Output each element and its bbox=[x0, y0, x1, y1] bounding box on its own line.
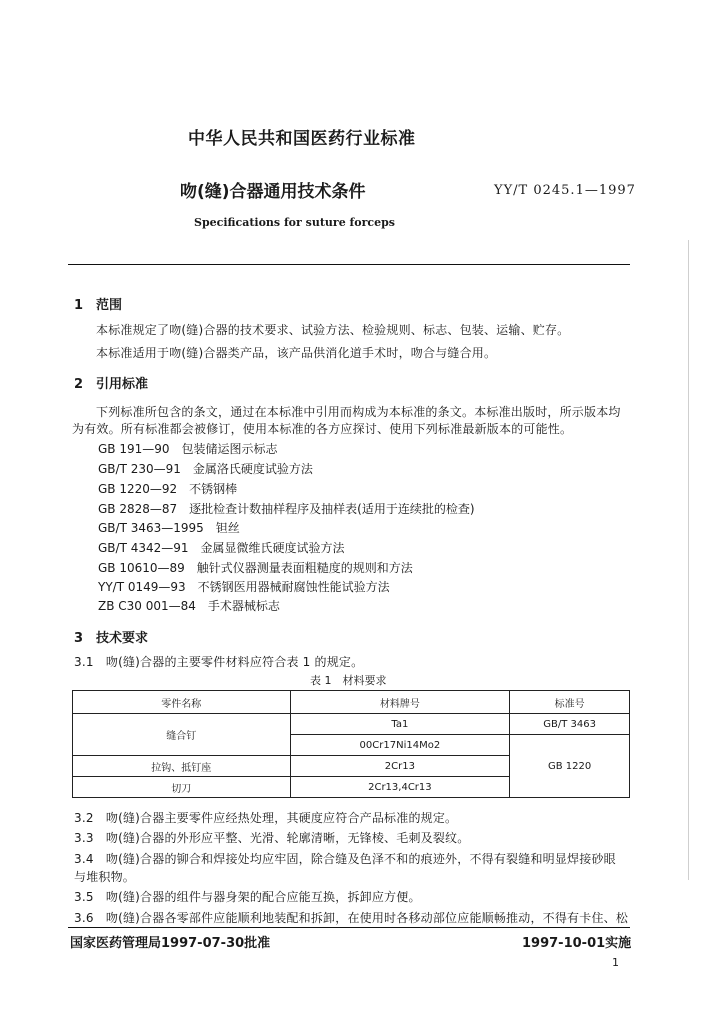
ref-item: GB 1220—92 不锈钢棒 bbox=[98, 482, 238, 496]
clause-3-4-line-1: 3.4 吻(缝)合器的铆合和焊接处均应牢固，除合缝及色泽不和的痕迹外，不得有裂缝和明显焊接砂眼 bbox=[74, 852, 616, 866]
cell-material: 2Cr13 bbox=[290, 756, 510, 777]
effective-date: 1997-10-01实施 bbox=[522, 936, 632, 951]
table-caption: 表 1 材料要求 bbox=[310, 674, 387, 687]
cell-standard: GB 1220 bbox=[510, 735, 630, 798]
footer-divider bbox=[68, 927, 630, 928]
cell-part: 拉钩、抵钉座 bbox=[73, 756, 291, 777]
table-header-row bbox=[73, 691, 630, 714]
page-number: 1 bbox=[612, 956, 619, 969]
section-2-intro-1: 下列标准所包含的条文，通过在本标准中引用而构成为本标准的条文。本标准出版时，所示版本均 bbox=[96, 405, 621, 419]
cell-part: 缝合钉 bbox=[73, 714, 291, 756]
clause-3-2: 3.2 吻(缝)合器主要零件应经热处理，其硬度应符合产品标准的规定。 bbox=[74, 811, 458, 825]
clause-3-6: 3.6 吻(缝)合器各零部件应能顺利地装配和拆卸，在使用时各移动部位应能顺畅推动，不得有卡住、松 bbox=[74, 911, 629, 925]
ref-item: GB/T 230—91 金属洛氏硬度试验方法 bbox=[98, 462, 313, 476]
cell-material: 2Cr13,4Cr13 bbox=[290, 777, 510, 798]
ref-item: ZB C30 001—84 手术器械标志 bbox=[98, 599, 280, 613]
table-row bbox=[73, 714, 630, 735]
header-divider bbox=[68, 264, 630, 265]
english-title: Specifications for suture forceps bbox=[194, 216, 395, 229]
cell-standard: GB/T 3463 bbox=[510, 714, 630, 735]
clause-3-3: 3.3 吻(缝)合器的外形应平整、光滑、轮廓清晰，无锋棱、毛刺及裂纹。 bbox=[74, 831, 470, 845]
section-3-heading: 3 技术要求 bbox=[74, 631, 149, 646]
approval-line: 国家医药管理局1997-07-30批准 bbox=[70, 936, 271, 951]
section-2-intro-2: 为有效。所有标准都会被修订，使用本标准的各方应探讨、使用下列标准最新版本的可能性。 bbox=[72, 422, 573, 436]
clause-3-1: 3.1 吻(缝)合器的主要零件材料应符合表 1 的规定。 bbox=[74, 655, 364, 669]
cell-material: Ta1 bbox=[290, 714, 510, 735]
ref-item: GB/T 4342—91 金属显微维氏硬度试验方法 bbox=[98, 541, 345, 555]
clause-3-5: 3.5 吻(缝)合器的组件与器身架的配合应能互换，拆卸应方便。 bbox=[74, 890, 421, 904]
section-2-heading: 2 引用标准 bbox=[74, 377, 149, 392]
ref-item: GB 2828—87 逐批检查计数抽样程序及抽样表(适用于连续批的检查) bbox=[98, 502, 475, 516]
cell-part: 切刀 bbox=[73, 777, 291, 798]
cell-material: 00Cr17Ni14Mo2 bbox=[290, 735, 510, 756]
header-cell: 标准号 bbox=[510, 691, 630, 714]
clause-3-4-line-2: 与堆积物。 bbox=[74, 870, 136, 884]
ref-item: GB 10610—89 触针式仪器测量表面粗糙度的规则和方法 bbox=[98, 561, 413, 575]
ref-item: GB 191—90 包装储运图示标志 bbox=[98, 442, 278, 456]
scan-edge-line bbox=[688, 240, 689, 880]
section-1-para-1: 本标准规定了吻(缝)合器的技术要求、试验方法、检验规则、标志、包装、运输、贮存。 bbox=[96, 323, 570, 337]
ref-item: GB/T 3463—1995 钽丝 bbox=[98, 521, 240, 535]
document-title: 吻(缝)合器通用技术条件 bbox=[180, 182, 366, 202]
header-cell: 材料牌号 bbox=[290, 691, 510, 714]
section-1-heading: 1 范围 bbox=[74, 298, 123, 313]
materials-table bbox=[72, 690, 630, 798]
standard-number: YY/T 0245.1—1997 bbox=[494, 183, 636, 198]
org-line: 中华人民共和国医药行业标准 bbox=[188, 129, 416, 149]
ref-item: YY/T 0149—93 不锈钢医用器械耐腐蚀性能试验方法 bbox=[98, 580, 390, 594]
section-1-para-2: 本标准适用于吻(缝)合器类产品，该产品供消化道手术时，吻合与缝合用。 bbox=[96, 346, 497, 360]
header-cell: 零件名称 bbox=[73, 691, 291, 714]
